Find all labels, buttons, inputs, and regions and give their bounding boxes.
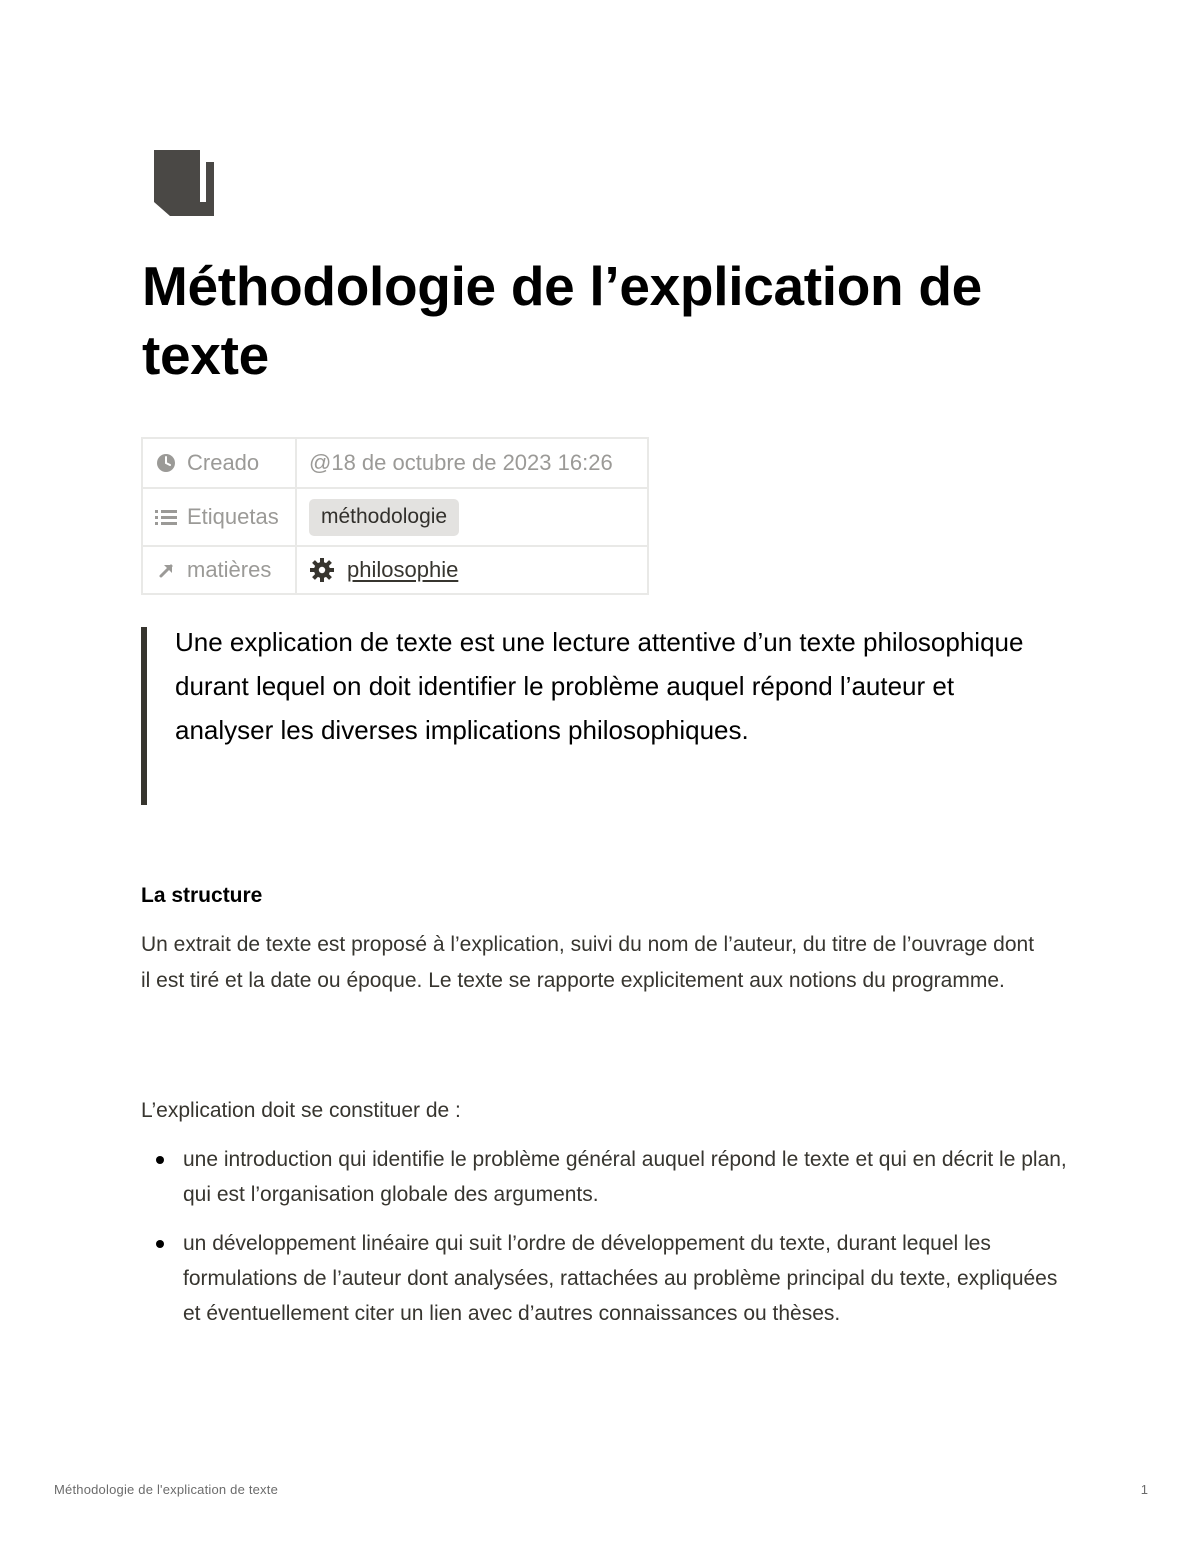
property-value — [296, 546, 648, 594]
property-row-created — [142, 438, 648, 488]
bullet-icon — [156, 1156, 164, 1164]
clock-icon — [155, 452, 177, 474]
gear-icon — [309, 557, 335, 583]
property-key — [142, 488, 296, 546]
bullet-list — [141, 1142, 1071, 1344]
list-item — [141, 1226, 1071, 1332]
arrow-up-right-icon — [155, 559, 177, 581]
relation-link[interactable]: philosophie — [347, 557, 459, 582]
list-icon — [155, 506, 177, 528]
property-row-relation — [142, 546, 648, 594]
quote-text: Une explication de texte est une lecture attentive d’un texte philosophique durant lequel on doit identifier le problème auquel répond l’auteur et analyser les diverses implications philosophiques. — [175, 627, 1024, 745]
properties-table — [141, 437, 649, 595]
bullet-icon — [156, 1240, 164, 1248]
document-stack-icon — [150, 150, 216, 218]
property-key — [142, 438, 296, 488]
page-title: Méthodologie de l’explication de texte — [142, 255, 982, 386]
list-intro: L’explication doit se constituer de : — [141, 1099, 461, 1122]
list-item-text: une introduction qui identifie le problème général auquel répond le texte et qui en décrit le plan, qui est l’organisation globale des arguments. — [183, 1148, 1067, 1207]
footer-page-number: 1 — [1140, 1482, 1148, 1497]
section-paragraph: Un extrait de texte est proposé à l’explication, suivi du nom de l’auteur, du titre de l’ouvrage dont il est tiré et la date ou époque. Le texte se rapporte explicitement aux notions du programme. — [141, 933, 1035, 992]
list-item — [141, 1142, 1071, 1213]
tag-badge[interactable]: méthodologie — [309, 499, 459, 536]
property-label: Etiquetas — [187, 504, 279, 529]
property-label: matières — [187, 557, 272, 582]
callout-quote — [141, 627, 1041, 805]
footer-title: Méthodologie de l'explication de texte — [54, 1482, 279, 1497]
property-value[interactable] — [296, 488, 648, 546]
property-label: Creado — [187, 450, 260, 475]
property-value[interactable] — [296, 438, 648, 488]
section-heading: La structure — [141, 884, 263, 907]
property-row-tags — [142, 488, 648, 546]
created-date: @18 de octubre de 2023 16:26 — [309, 450, 613, 475]
property-key — [142, 546, 296, 594]
list-item-text: un développement linéaire qui suit l’ordre de développement du texte, durant lequel les formulations de l’auteur dont analysées, rattachées au problème principal du texte, expliquées et éventuellement citer un lien avec d’autres connaissances ou thèses. — [183, 1231, 1058, 1326]
